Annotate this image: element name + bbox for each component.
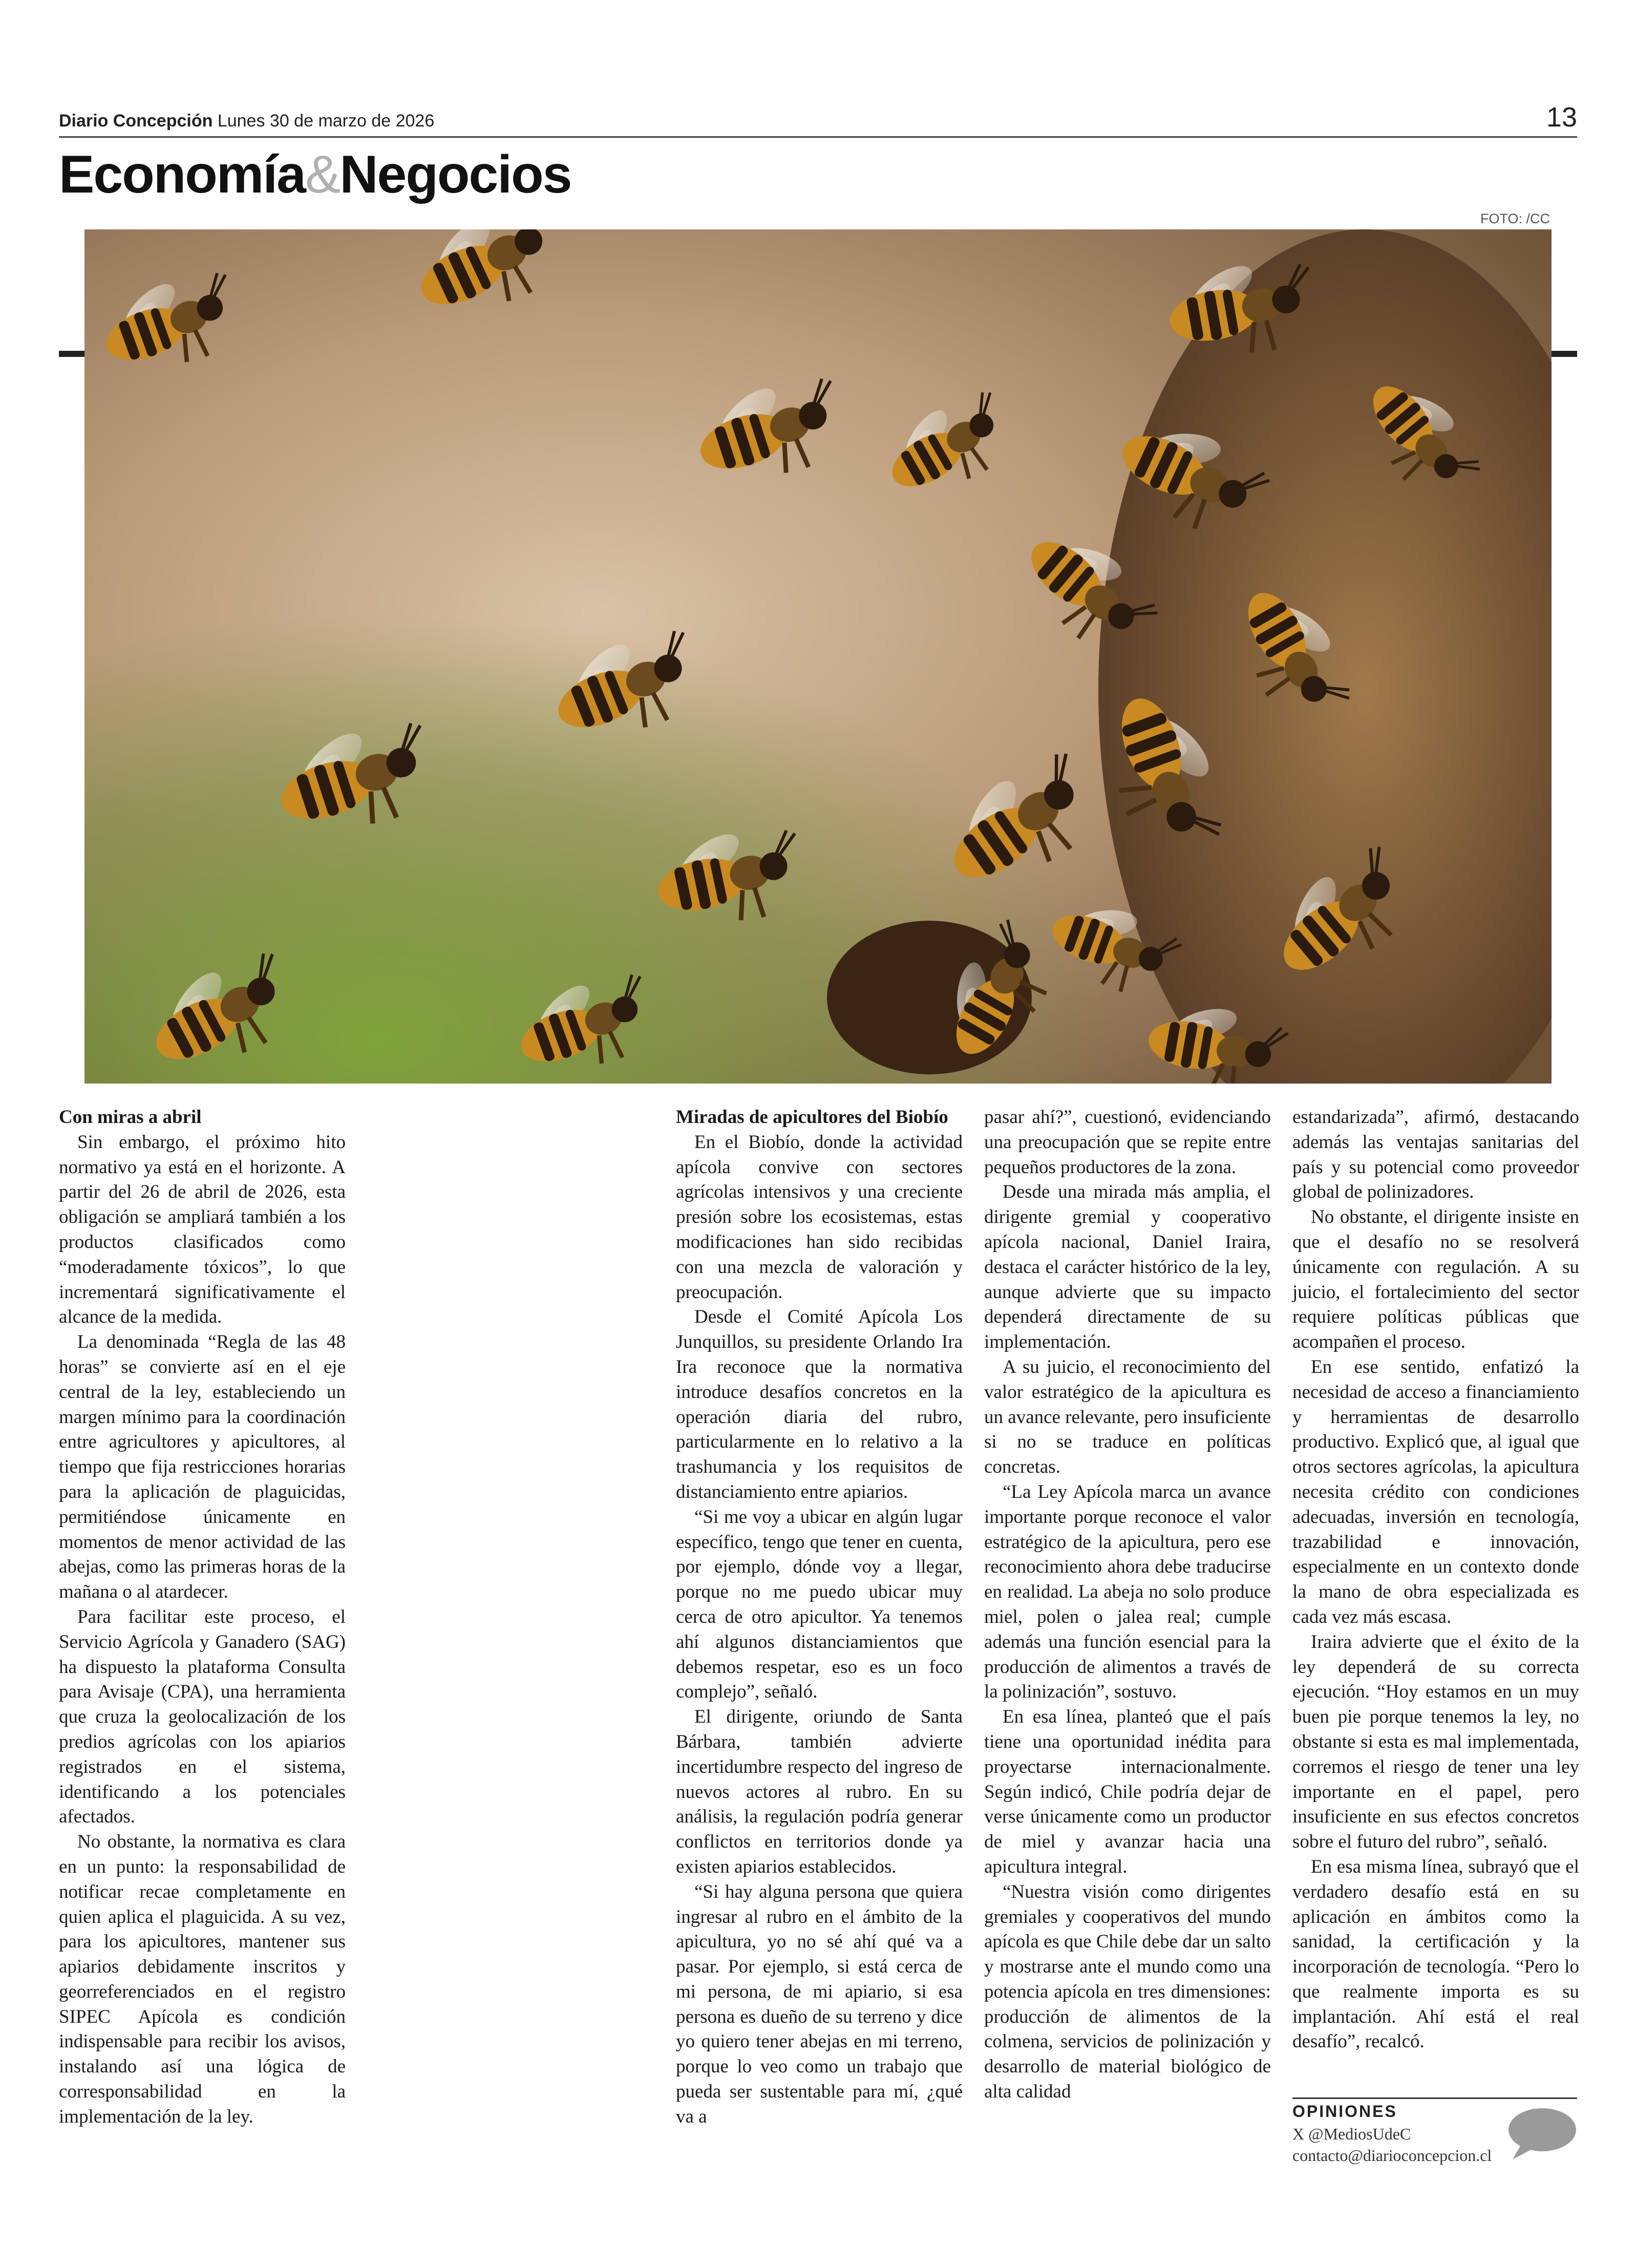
opinions-title: OPINIONES xyxy=(1292,2102,1397,2121)
bees-photo-illustration xyxy=(84,229,1552,1084)
paragraph-continuation: estandarizada”, afirmó, destacando además las ventajas sanitarias del país y su potencial como proveedor global de polinizadores. xyxy=(1292,1107,1579,1203)
paragraph: En esa misma línea, subrayó que el verdadero desafío está en su aplicación en ámbitos como la sanidad, la certificación y la incorporación de tecnología. “Pero lo que realmente importa es su implantación. Ahí está el real desafío”, recalcó. xyxy=(1292,1856,1579,2052)
decorative-rule-right xyxy=(1552,351,1577,357)
subheading-con-miras-a-abril: Con miras a abril xyxy=(59,1107,202,1128)
photo-credit: FOTO: /CC xyxy=(1480,211,1550,226)
paragraph: “La Ley Apícola marca un avance importante porque reconoce el valor estratégico de la apicultura, pero ese reconocimiento ahora debe traducirse en realidad. La abeja no solo produce miel, polen o jalea real; cumple además una función esencial para la producción de alimentos a través de la polinización”, sostuvo. xyxy=(984,1481,1271,1703)
contact-email[interactable]: contacto@diarioconcepcion.cl xyxy=(1292,2146,1492,2165)
section-title-part1: Economía xyxy=(59,145,305,204)
section-title-ampersand: & xyxy=(305,145,340,204)
paragraph: En ese sentido, enfatizó la necesidad de acceso a financiamiento y herramientas de desarrollo productivo. Explicó que, al igual que otros sectores agrícolas, la apicultura necesita crédito con condiciones adecuadas, inversión en tecnología, trazabilidad e innovación, especialmente en un contexto donde la mano de obra especializada es cada vez más escasa. xyxy=(1292,1356,1579,1627)
article-column-2 xyxy=(676,1105,963,2130)
paragraph: El dirigente, oriundo de Santa Bárbara, también advierte incertidumbre respecto del ingreso de nuevos actores al rubro. En su análisis, la regulación podría generar conflictos en territorios donde ya existen apiarios establecidos. xyxy=(676,1706,963,1877)
speech-bubble-icon xyxy=(1505,2105,1577,2161)
bees-photo xyxy=(84,229,1552,1084)
newspaper-name: Diario Concepción xyxy=(59,111,213,131)
paragraph: La denominada “Regla de las 48 horas” se convierte así en el eje central de la ley, estableciendo un margen mínimo para la coordinación entre agricultores y apicultores, al tiempo que fija restricciones horarias para la aplicación de plaguicidas, permitiéndose únicamente en momentos de menor actividad de las abejas, como las primeras horas de la mañana o al atardecer. xyxy=(59,1331,346,1603)
page-number: 13 xyxy=(1546,102,1577,133)
x-handle[interactable]: X @MediosUdeC xyxy=(1292,2125,1411,2143)
paragraph: “Si hay alguna persona que quiera ingresar al rubro en el ámbito de la apicultura, yo no sé ahí qué va a pasar. Por ejemplo, si está cerca de mi persona, de mi apiario, si esa persona es dueño de su terreno y dice yo quiero tener abejas en mi terreno, porque lo veo como un trabajo que pueda ser sustentable para mí, ¿qué va a xyxy=(676,1881,963,2127)
article-column-3 xyxy=(984,1105,1271,2105)
paragraph: Iraira advierte que el éxito de la ley dependerá de su correcta ejecución. “Hoy estamos en un muy buen pie porque tenemos la ley, no obstante si esta es mal implementada, corremos el riesgo de tener una ley importante en el papel, pero insuficiente en sus efectos concretos sobre el futuro del rubro”, señaló. xyxy=(1292,1631,1579,1853)
article-column-1 xyxy=(59,1105,346,2130)
paragraph: En el Biobío, donde la actividad apícola convive con sectores agrícolas intensivos y una creciente presión sobre los ecosistemas, estas modificaciones han sido recibidas con una mezcla de valoración y preocupación. xyxy=(676,1131,963,1303)
paragraph: Para facilitar este proceso, el Servicio Agrícola y Ganadero (SAG) ha dispuesto la plataforma Consulta para Avisaje (CPA), una herramienta que cruza la geolocalización de los predios agrícolas con los apiarios registrados en el sistema, identificando a los potenciales afectados. xyxy=(59,1606,346,1828)
section-title-part2: Negocios xyxy=(339,145,571,204)
section-title xyxy=(59,144,571,205)
paragraph: No obstante, el dirigente insiste en que el desafío no se resolverá únicamente con regulación. A su juicio, el fortalecimiento del sector requiere políticas públicas que acompañen el proceso. xyxy=(1292,1206,1579,1353)
subheading-miradas-apicultores: Miradas de apicultores del Biobío xyxy=(676,1107,948,1128)
paragraph: En esa línea, planteó que el país tiene una oportunidad inédita para proyectarse internacionalmente. Según indicó, Chile podría dejar de verse únicamente como un productor de miel y avanzar hacia una apicultura integral. xyxy=(984,1706,1271,1877)
paragraph-continuation: pasar ahí?”, cuestionó, evidenciando una preocupación que se repite entre pequeños productores de la zona. xyxy=(984,1107,1271,1178)
paragraph: Desde una mirada más amplia, el dirigente gremial y cooperativo apícola nacional, Daniel Iraira, destaca el carácter histórico de la ley, aunque advierte que su impacto dependerá directamente de su implementación. xyxy=(984,1181,1271,1353)
opinions-box xyxy=(1292,2097,1577,2181)
paragraph: No obstante, la normativa es clara en un punto: la responsabilidad de notificar recae completamente en quien aplica el plaguicida. A su vez, para los apicultores, mantener sus apiarios debidamente inscritos y georreferenciados en el registro SIPEC Apícola es condición indispensable para recibir los avisos, instalando así una lógica de corresponsabilidad en la implementación de la ley. xyxy=(59,1831,346,2127)
paragraph: A su juicio, el reconocimiento del valor estratégico de la apicultura es un avance relevante, pero insuficiente si no se traduce en políticas concretas. xyxy=(984,1356,1271,1478)
article-column-4 xyxy=(1292,1105,1579,2054)
page-header xyxy=(59,100,1577,138)
masthead xyxy=(59,111,434,131)
decorative-rule-left xyxy=(59,351,84,357)
paragraph: “Nuestra visión como dirigentes gremiales y cooperativos del mundo apícola es que Chile debe dar un salto y mostrarse ante el mundo como una potencia apícola en tres dimensiones: producción de alimentos de la colmena, servicios de polinización y desarrollo de material biológico de alta calidad xyxy=(984,1881,1271,2103)
paragraph: Sin embargo, el próximo hito normativo ya está en el horizonte. A partir del 26 de abril de 2026, esta obligación se ampliará también a los productos clasificados como “moderadamente tóxicos”, lo que incrementará significativamente el alcance de la medida. xyxy=(59,1131,346,1328)
paragraph: Desde el Comité Apícola Los Junquillos, su presidente Orlando Ira Ira reconoce que la normativa introduce desafíos concretos en la operación diaria del rubro, particularmente en lo relativo a la trashumancia y los requisitos de distanciamiento entre apiarios. xyxy=(676,1306,963,1502)
issue-date: Lunes 30 de marzo de 2026 xyxy=(217,111,435,131)
paragraph: “Si me voy a ubicar en algún lugar específico, tengo que tener en cuenta, por ejemplo, dónde voy a llegar, porque no me puedo ubicar muy cerca de otro apicultor. Ya tenemos ahí algunos distanciamientos que debemos respetar, eso es un foco complejo”, señaló. xyxy=(676,1506,963,1703)
